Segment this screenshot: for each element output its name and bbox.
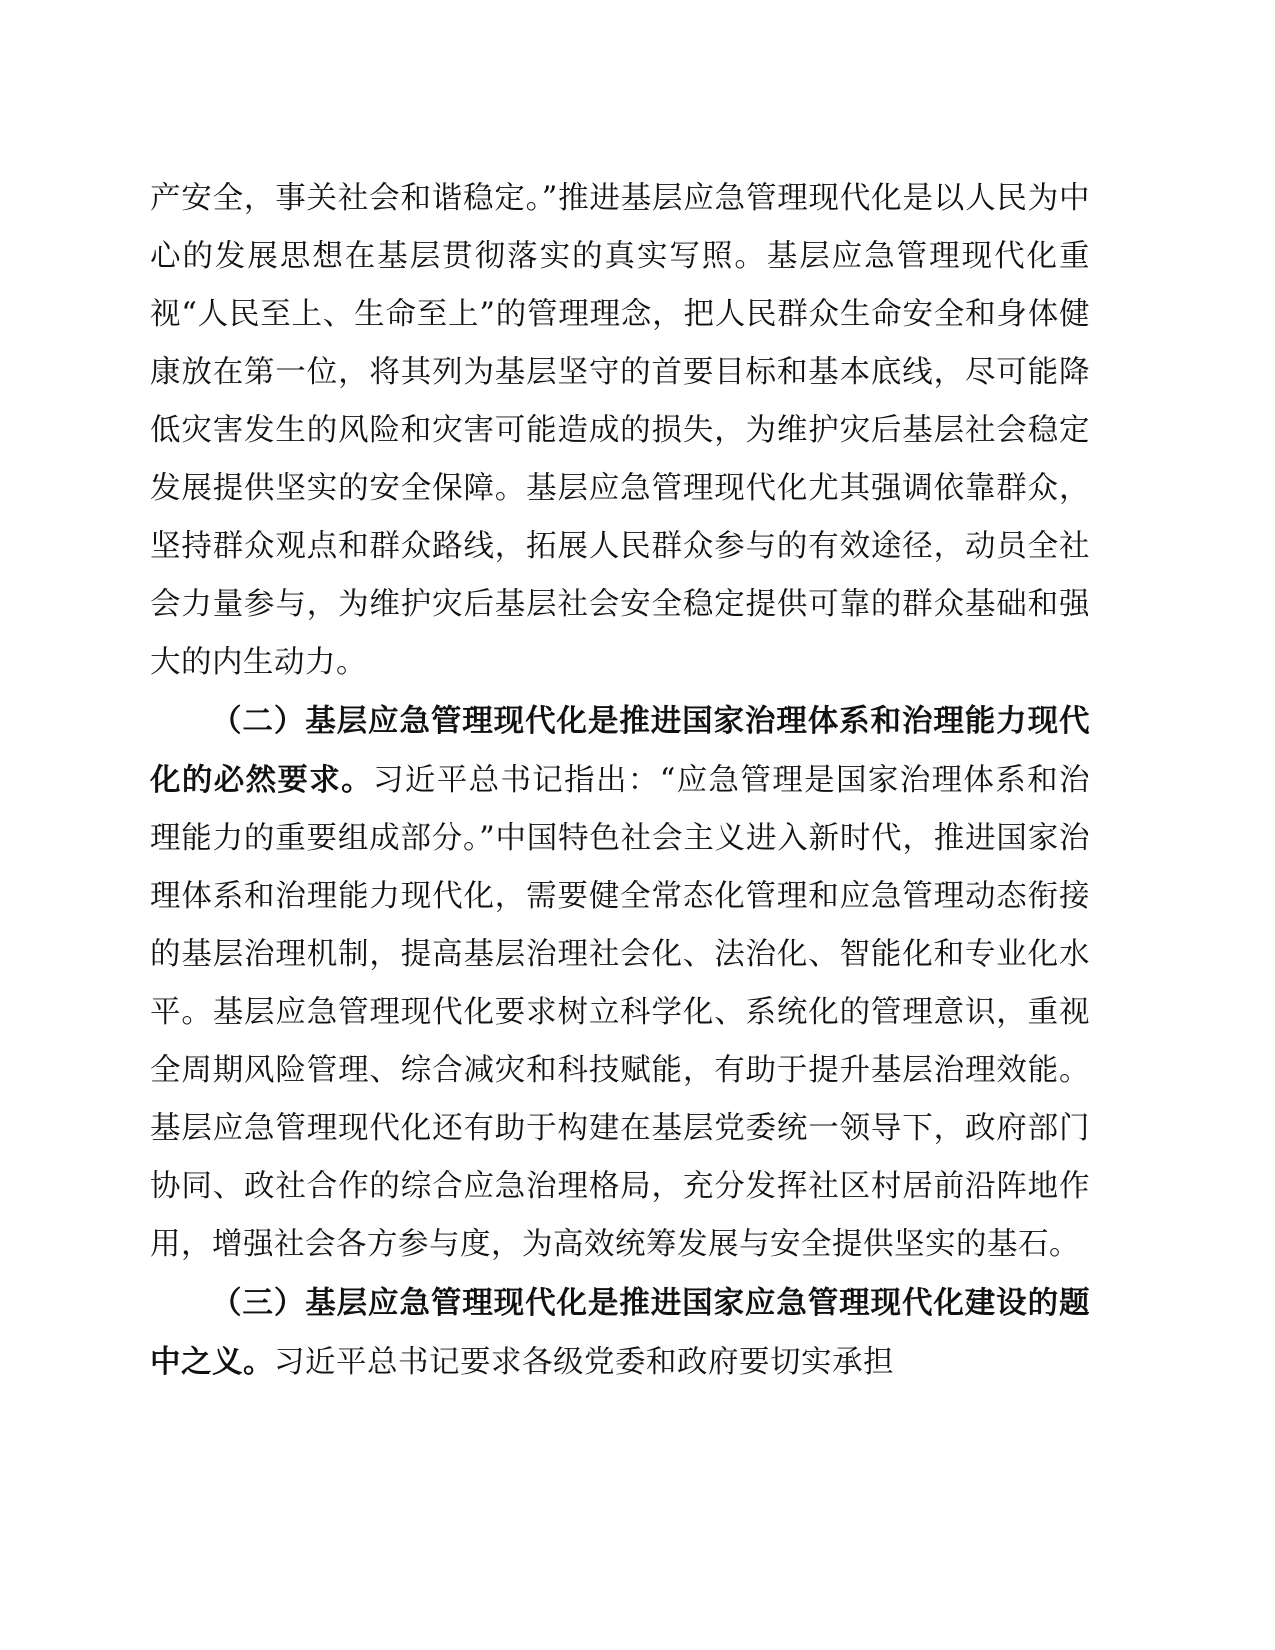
document-body <box>150 170 1090 1392</box>
section-3-body: 习近平总书记要求各级党委和政府要切实承担 <box>274 1345 894 1380</box>
paragraph-1-body: 产安全，事关社会和谐稳定。”推进基层应急管理现代化是以人民为中心的发展思想在基层贯彻落实的真实写照。基层应急管理现代化重视“人民至上、生命至上”的管理理念，把人民群众生命安全和身体健康放在第一位，将其列为基层坚守的首要目标和基本底线，尽可能降低灾害发生的风险和灾害可能造成的损失，为维护灾后基层社会稳定发展提供坚实的安全保障。基层应急管理现代化尤其强调依靠群众，坚持群众观点和群众路线，拓展人民群众参与的有效途径，动员全社会力量参与，为维护灾后基层社会安全稳定提供可靠的群众基础和强大的内生动力。 <box>150 181 1090 680</box>
section-2-heading: （二）基层应急管理现代化是推进国家治理体系和治理能力现代化的必然要求。 <box>150 703 1090 798</box>
section-3-heading: （三）基层应急管理现代化是推进国家应急管理现代化建设的题中之义。 <box>150 1285 1090 1380</box>
paragraph-section-3 <box>150 1274 1090 1392</box>
paragraph-continuation <box>150 170 1090 692</box>
section-2-body: 习近平总书记指出：“应急管理是国家治理体系和治理能力的重要组成部分。”中国特色社会主义进入新时代，推进国家治理体系和治理能力现代化，需要健全常态化管理和应急管理动态衔接的基层治理机制，提高基层治理社会化、法治化、智能化和专业化水平。基层应急管理现代化要求树立科学化、系统化的管理意识，重视全周期风险管理、综合减灾和科技赋能，有助于提升基层治理效能。基层应急管理现代化还有助于构建在基层党委统一领导下，政府部门协同、政社合作的综合应急治理格局，充分发挥社区村居前沿阵地作用，增强社会各方参与度，为高效统筹发展与安全提供坚实的基石。 <box>150 763 1091 1262</box>
paragraph-section-2 <box>150 692 1090 1274</box>
